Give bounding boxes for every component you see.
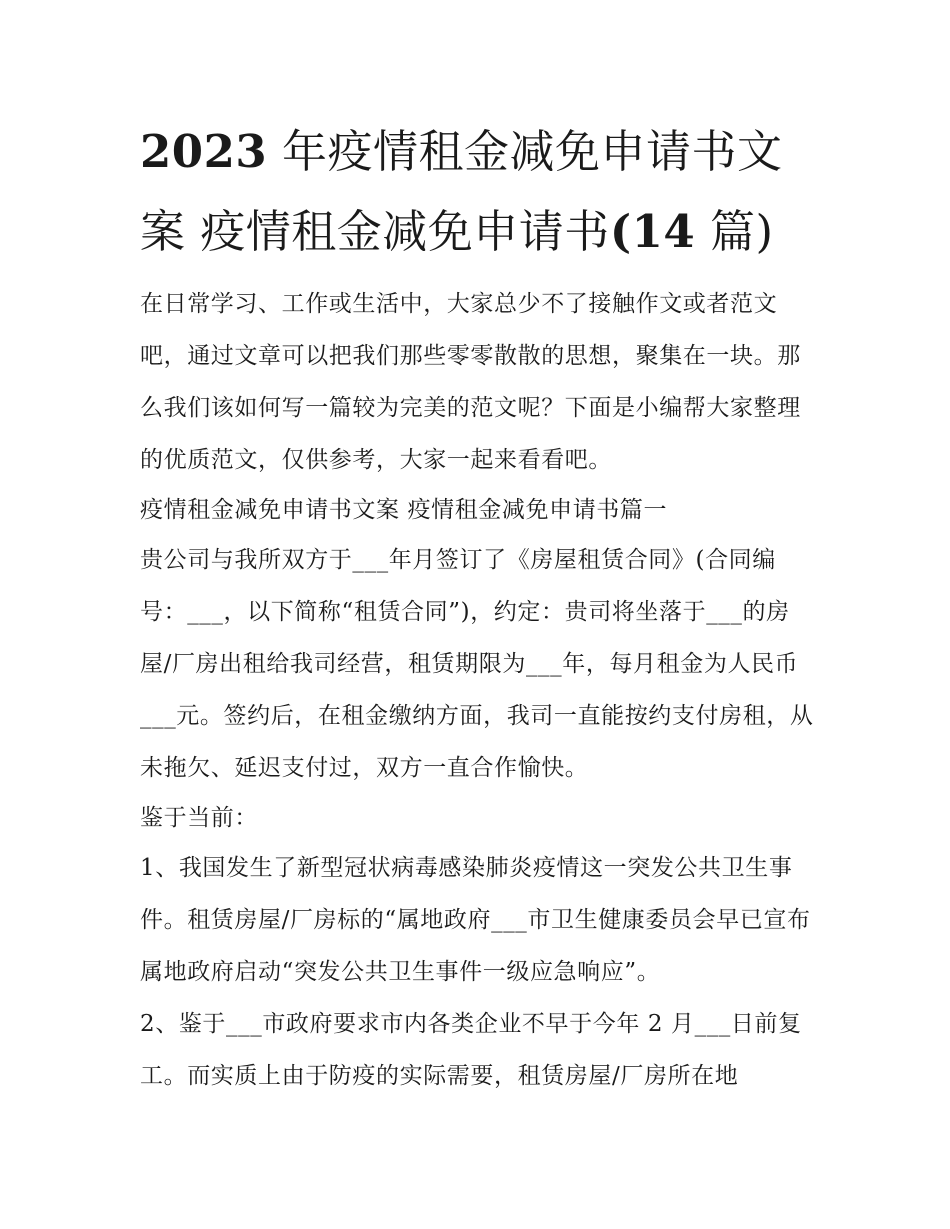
title-count: (14 [609, 205, 696, 258]
title-year: 2023 [140, 125, 268, 178]
title-line1-text: 年疫情租金减免申请书文 [267, 125, 783, 178]
contract-paragraph: 贵公司与我所双方于___年月签订了《房屋租赁合同》(合同编号：___，以下简称“租赁合同”)，约定：贵司将坐落于___的房屋/厂房出租给我司经营，租赁期限为___年，每月租金为人民币___元。签约后，在租金缴纳方面，我司一直能按约支付房租，从未拖欠、延迟支付过，双方一直合作愉快。 [140, 547, 814, 781]
section-heading: 疫情租金减免申请书文案 疫情租金减免申请书篇一 [140, 497, 668, 523]
point-one-paragraph: 1、我国发生了新型冠状病毒感染肺炎疫情这一突发公共卫生事件。租赁房屋/厂房标的“属地政府___市卫生健康委员会早已宣布属地政府启动“突发公共卫生事件一级应急响应”。 [140, 855, 811, 985]
document-body [140, 278, 820, 1102]
intro-paragraph: 在日常学习、工作或生活中，大家总少不了接触作文或者范文吧，通过文章可以把我们那些零零散散的思想，聚集在一块。那么我们该如何写一篇较为完美的范文呢？下面是小编帮大家整理的优质范文，仅供参考，大家一起来看看吧。 [140, 291, 801, 473]
title-line2-tail: 篇) [695, 205, 774, 258]
title-line2-text: 案 疫情租金减免申请书 [140, 205, 610, 258]
point-two-paragraph: 2、鉴于___市政府要求市内各类企业不早于今年 2 月___日前复工。而实质上由于防疫的实际需要，租赁房屋/厂房所在地 [140, 1011, 802, 1089]
given-current-label: 鉴于当前： [140, 805, 258, 831]
document-title [140, 112, 820, 272]
document-page [140, 0, 820, 1102]
